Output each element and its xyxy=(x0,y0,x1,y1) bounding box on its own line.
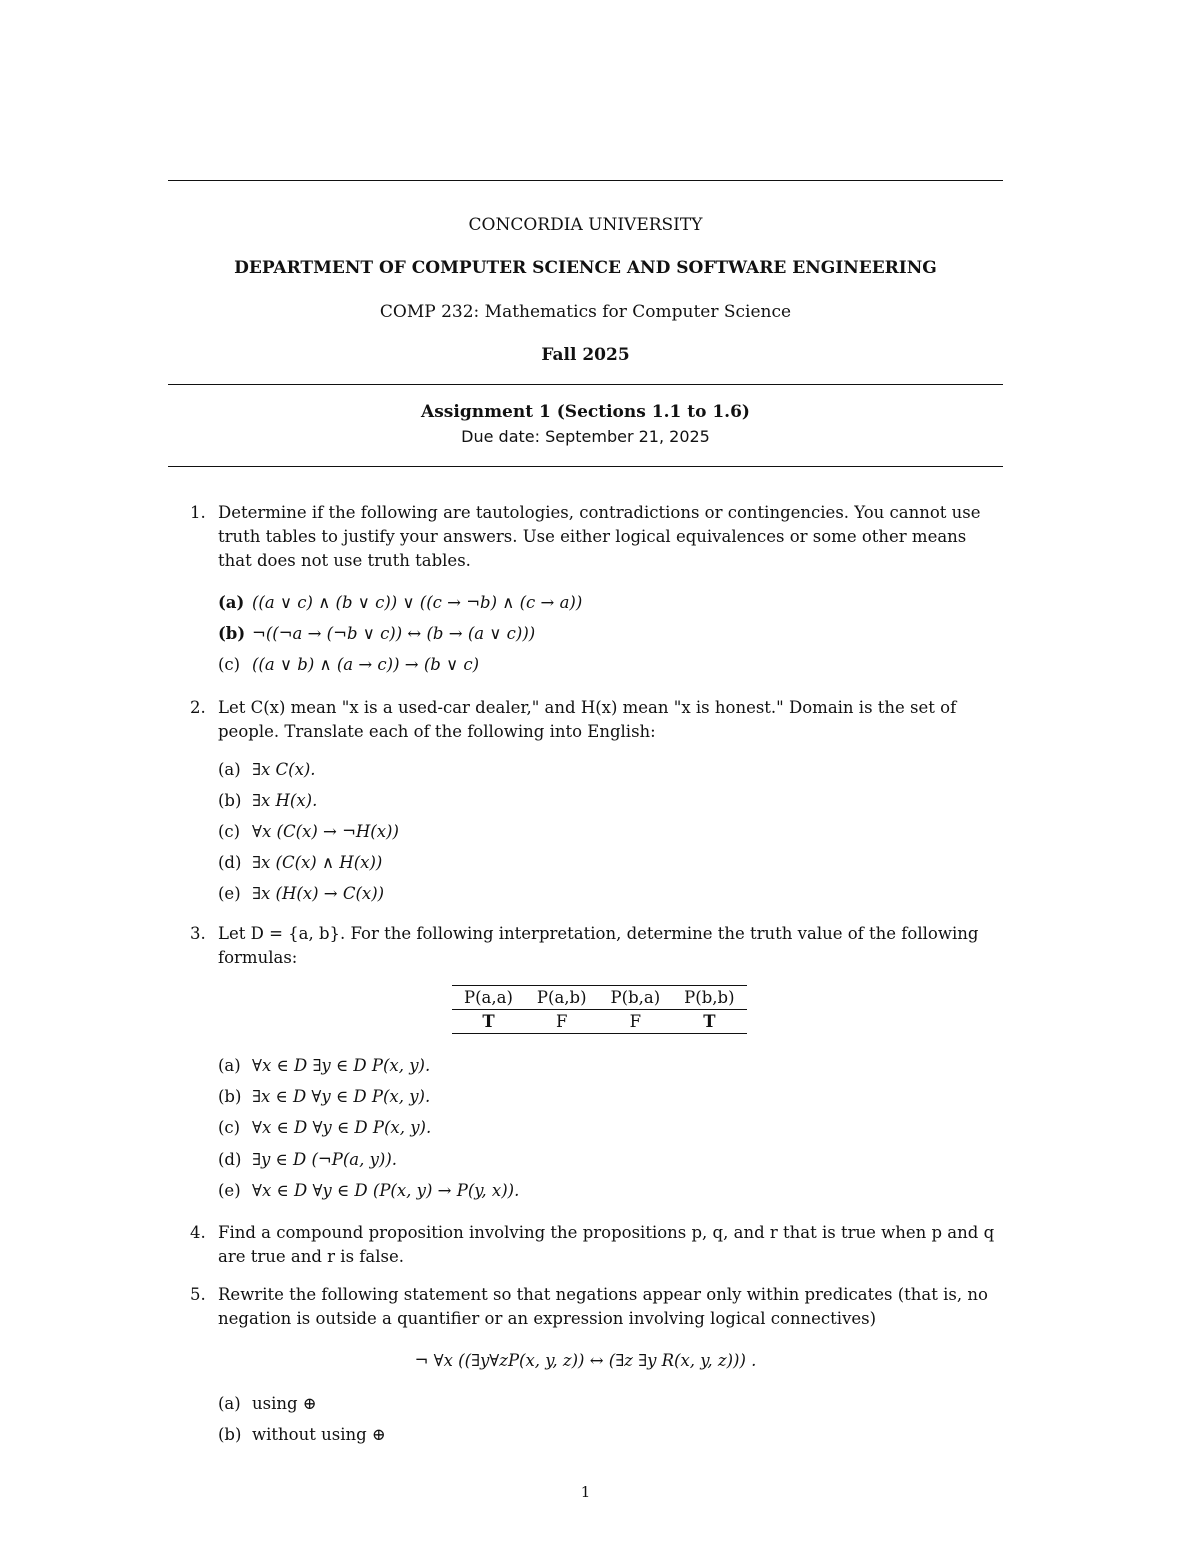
part-expression: ∀x ∈ D ∀y ∈ D (P(x, y) → P(y, x)). xyxy=(252,1181,520,1200)
q5-display-formula: ¬ ∀x ((∃y∀zP(x, y, z)) ↔ (∃z ∃y R(x, y, z))) . xyxy=(414,1351,757,1370)
q3-part-a xyxy=(218,1054,430,1078)
part-label: (e) xyxy=(218,884,241,903)
top-rule xyxy=(168,180,1003,181)
q2-part-d xyxy=(218,851,382,875)
question-number: 3. xyxy=(190,924,206,943)
part-expression: ∃x C(x). xyxy=(252,760,316,779)
university-name: CONCORDIA UNIVERSITY xyxy=(468,215,703,235)
page-number: 1 xyxy=(580,1483,591,1501)
q2-part-a xyxy=(218,758,316,782)
part-label: (a) xyxy=(218,593,245,612)
part-label: (a) xyxy=(218,1394,241,1413)
question-text: Rewrite the following statement so that negations appear only within predicates (that is, no negation is outside a quantifier or an expression involving logical connectives) xyxy=(218,1285,988,1328)
q3-part-b xyxy=(218,1085,430,1109)
part-expression: ∃x H(x). xyxy=(252,791,318,810)
q1-part-a xyxy=(218,591,582,615)
q3-part-e xyxy=(218,1179,519,1203)
q2-part-c xyxy=(218,820,399,844)
question-5 xyxy=(190,1283,1003,1331)
part-label: (b) xyxy=(218,1425,242,1444)
truth-value-table xyxy=(452,985,747,1034)
part-label: (c) xyxy=(218,822,241,841)
part-expression: ∃x (C(x) ∧ H(x)) xyxy=(252,853,383,872)
table-header: P(a,b) xyxy=(536,988,587,1007)
part-expression: ¬((¬a → (¬b ∨ c)) ↔ (b → (a ∨ c))) xyxy=(252,624,536,643)
term: Fall 2025 xyxy=(541,345,630,365)
part-label: (d) xyxy=(218,1150,242,1169)
part-expression: ∃y ∈ D (¬P(a, y)). xyxy=(252,1150,398,1169)
table-cell: F xyxy=(629,1012,642,1031)
q1-part-c xyxy=(218,653,479,677)
q3-part-d xyxy=(218,1148,397,1172)
table-cell: T xyxy=(703,1012,716,1031)
table-header: P(a,a) xyxy=(464,988,513,1007)
question-number: 4. xyxy=(190,1223,206,1242)
q2-part-e xyxy=(218,882,384,906)
q5-part-b xyxy=(218,1423,386,1447)
part-label: (c) xyxy=(218,655,241,674)
part-expression: ∀x ∈ D ∀y ∈ D P(x, y). xyxy=(252,1118,432,1137)
part-label: (b) xyxy=(218,791,242,810)
part-label: (a) xyxy=(218,760,241,779)
part-expression: ∀x ∈ D ∃y ∈ D P(x, y). xyxy=(252,1056,431,1075)
table-row xyxy=(452,1010,747,1034)
assignment-title: Assignment 1 (Sections 1.1 to 1.6) xyxy=(421,402,750,422)
question-text: Determine if the following are tautologies, contradictions or contingencies. You cannot use truth tables to justify your answers. Use either logical equivalences or some other means that does not use truth tables. xyxy=(218,503,981,570)
question-4 xyxy=(190,1221,1003,1269)
question-3 xyxy=(190,922,1003,970)
part-expression: ((a ∨ b) ∧ (a → c)) → (b ∨ c) xyxy=(252,655,480,674)
part-expression: without using ⊕ xyxy=(252,1425,386,1444)
rule-3 xyxy=(168,466,1003,467)
part-expression: using ⊕ xyxy=(252,1394,317,1413)
course-title: COMP 232: Mathematics for Computer Science xyxy=(379,302,792,322)
q2-part-b xyxy=(218,789,317,813)
part-label: (a) xyxy=(218,1056,241,1075)
department-name: DEPARTMENT OF COMPUTER SCIENCE AND SOFTWARE ENGINEERING xyxy=(234,258,937,278)
rule-2 xyxy=(168,384,1003,385)
question-text: Find a compound proposition involving the propositions p, q, and r that is true when p and q are true and r is false. xyxy=(218,1223,995,1266)
part-label: (d) xyxy=(218,853,242,872)
part-label: (e) xyxy=(218,1181,241,1200)
part-label: (c) xyxy=(218,1118,241,1137)
question-number: 1. xyxy=(190,503,206,522)
part-expression: ∃x ∈ D ∀y ∈ D P(x, y). xyxy=(252,1087,431,1106)
table-header: P(b,b) xyxy=(684,988,735,1007)
part-expression: ∀x (C(x) → ¬H(x)) xyxy=(252,822,399,841)
q1-part-b xyxy=(218,622,535,646)
question-text: Let D = {a, b}. For the following interpretation, determine the truth value of the following formulas: xyxy=(218,924,979,967)
part-label: (b) xyxy=(218,624,246,643)
part-label: (b) xyxy=(218,1087,242,1106)
question-number: 5. xyxy=(190,1285,206,1304)
question-number: 2. xyxy=(190,698,206,717)
question-1 xyxy=(190,501,1003,573)
part-expression: ((a ∨ c) ∧ (b ∨ c)) ∨ ((c → ¬b) ∧ (c → a)) xyxy=(252,593,583,612)
q5-part-a xyxy=(218,1392,317,1416)
table-header: P(b,a) xyxy=(610,988,661,1007)
due-date: Due date: September 21, 2025 xyxy=(461,427,710,446)
question-2 xyxy=(190,696,1003,744)
table-cell: T xyxy=(482,1012,495,1031)
question-text: Let C(x) mean "x is a used-car dealer," and H(x) mean "x is honest." Domain is the set of people. Translate each of the following into English: xyxy=(218,698,957,741)
part-expression: ∃x (H(x) → C(x)) xyxy=(252,884,385,903)
table-header-row xyxy=(452,986,747,1010)
table-cell: F xyxy=(555,1012,568,1031)
q3-part-c xyxy=(218,1116,431,1140)
